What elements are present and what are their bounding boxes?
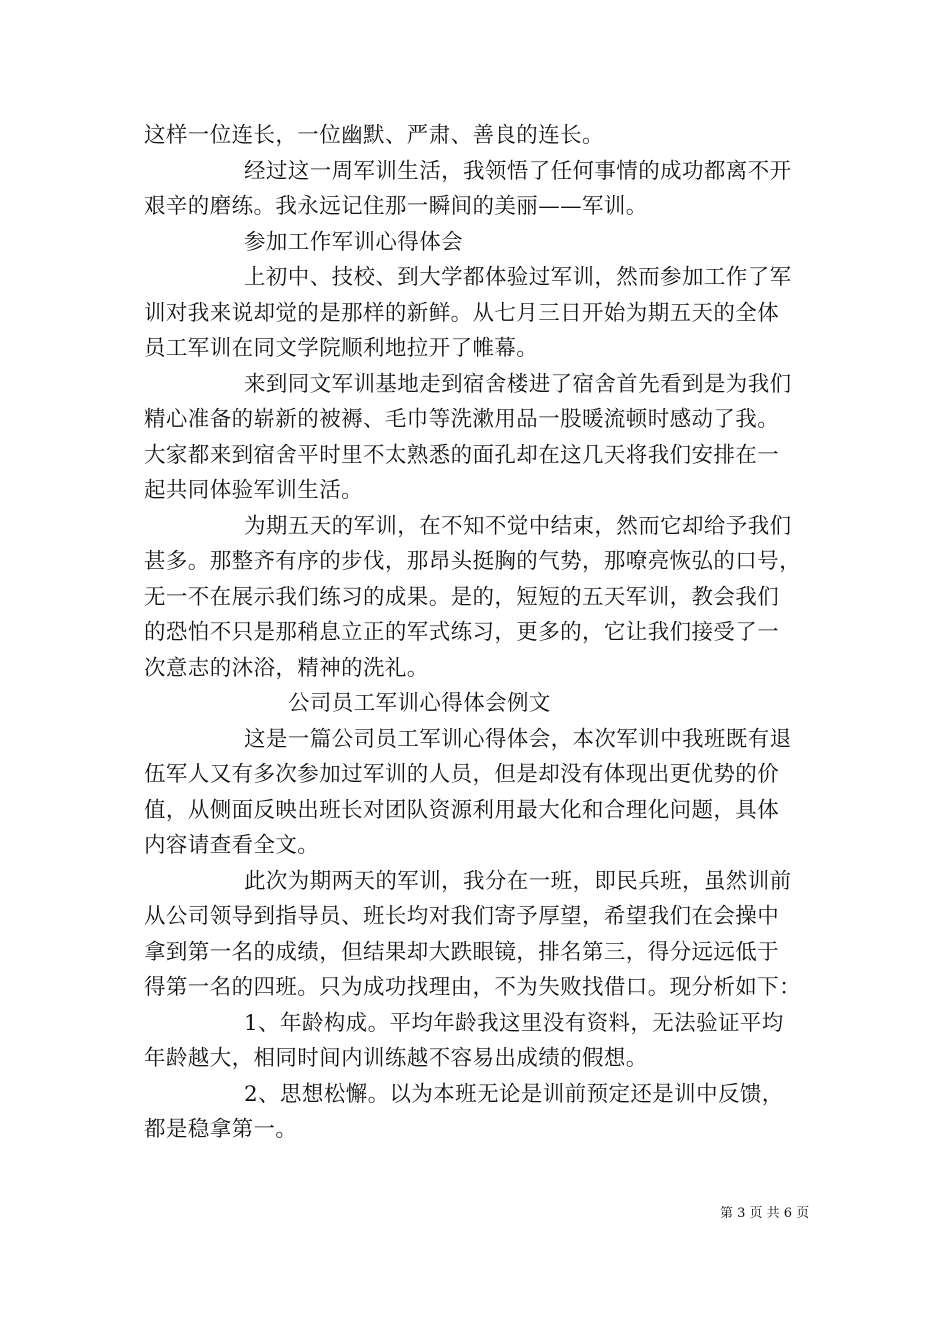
paragraph-first-line: 上初中、技校、到大学都体验过军训，然而参加工作了军 bbox=[244, 265, 792, 290]
text-line: 拿到第一名的成绩，但结果却大跌眼镜，排名第三，得分远远低于 bbox=[144, 939, 780, 965]
paragraph-first-line: 此次为期两天的军训，我分在一班，即民兵班，虽然训前 bbox=[244, 868, 792, 894]
text-line: 起共同体验军训生活。 bbox=[144, 478, 364, 503]
paragraph-first-line: 经过这一周军训生活，我领悟了任何事情的成功都离不开 bbox=[244, 158, 792, 184]
text-line: 员工军训在同文学院顺利地拉开了帷幕。 bbox=[144, 336, 539, 361]
text-line: 年龄越大，相同时间内训练越不容易出成绩的假想。 bbox=[144, 1046, 648, 1071]
paragraph-first-line: 来到同文军训基地走到宿舍楼进了宿舍首先看到是为我们 bbox=[244, 371, 792, 397]
text-line: 的恐怕不只是那稍息立正的军式练习，更多的，它让我们接受了一 bbox=[144, 620, 780, 645]
text-line: 大家都来到宿舍平时里不太熟悉的面孔却在这几天将我们安排在一 bbox=[144, 442, 780, 468]
paragraph-first-line: 1、年龄构成。平均年龄我这里没有资料，无法验证平均 bbox=[244, 1010, 784, 1036]
text-line: 这样一位连长，一位幽默、严肃、善良的连长。 bbox=[144, 123, 604, 148]
text-line: 无一不在展示我们练习的成果。是的，短短的五天军训，教会我们 bbox=[144, 584, 780, 610]
text-line: 得第一名的四班。只为成功找理由，不为失败找借口。现分析如下： bbox=[144, 975, 802, 1000]
text-line: 内容请查看全文。 bbox=[144, 833, 320, 858]
text-line: 从公司领导到指导员、班长均对我们寄予厚望，希望我们在会操中 bbox=[144, 904, 780, 929]
paragraph-first-line: 这是一篇公司员工军训心得体会，本次军训中我班既有退 bbox=[244, 726, 792, 752]
text-line: 伍军人又有多次参加过军训的人员，但是却没有体现出更优势的价 bbox=[144, 762, 780, 787]
text-line: 精心准备的崭新的被褥、毛巾等洗漱用品一股暖流顿时感动了我。 bbox=[144, 407, 780, 432]
section-heading: 参加工作军训心得体会 bbox=[244, 229, 464, 255]
text-line: 艰辛的磨练。我永远记住那一瞬间的美丽——军训。 bbox=[144, 194, 648, 219]
text-line: 训对我来说却觉的是那样的新鲜。从七月三日开始为期五天的全体 bbox=[144, 300, 780, 326]
text-line: 甚多。那整齐有序的步伐，那昂头挺胸的气势，那嘹亮恢弘的口号， bbox=[144, 549, 802, 574]
text-line: 都是稳拿第一。 bbox=[144, 1117, 298, 1142]
paragraph-first-line: 为期五天的军训，在不知不觉中结束，然而它却给予我们 bbox=[244, 513, 792, 539]
section-heading: 公司员工军训心得体会例文 bbox=[288, 691, 551, 716]
text-line: 次意志的沐浴，精神的洗礼。 bbox=[144, 655, 429, 681]
document-body bbox=[144, 118, 814, 1148]
page-number-footer: 第 3 页 共 6 页 bbox=[720, 1206, 810, 1221]
paragraph-first-line: 2、思想松懈。以为本班无论是训前预定还是训中反馈， bbox=[244, 1081, 784, 1107]
text-line: 值，从侧面反映出班长对团队资源利用最大化和合理化问题，具体 bbox=[144, 797, 780, 823]
